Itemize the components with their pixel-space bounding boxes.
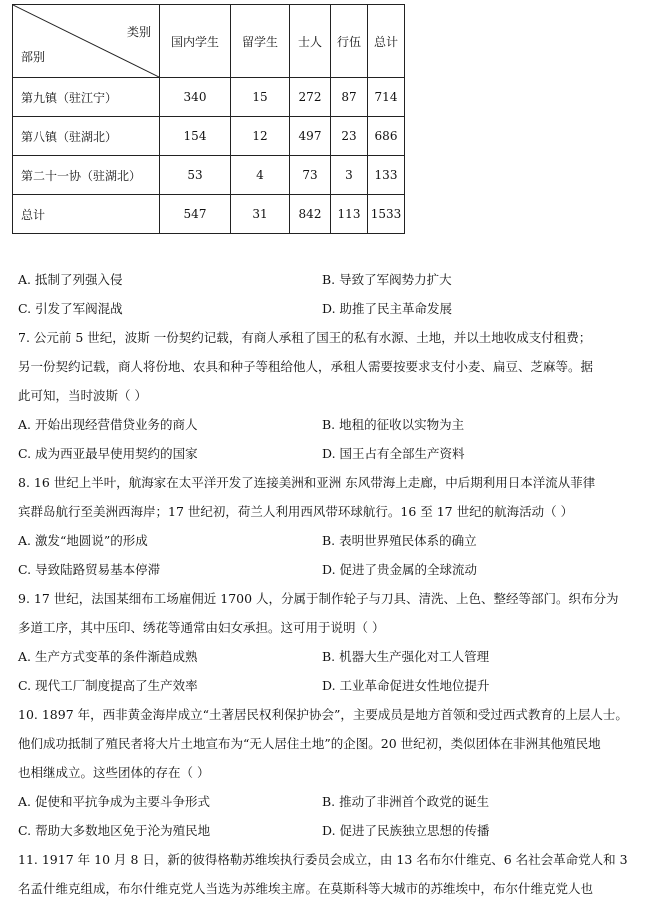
- q11-stem-line: 名孟什维克组成，布尔什维克党人当选为苏维埃主席。在莫斯科等大城市的苏维埃中，布尔什维克党人也: [18, 881, 594, 896]
- table-row: [13, 156, 405, 195]
- q10-option-d[interactable]: D. 促进了民族独立思想的传播: [322, 823, 490, 838]
- row-label: 第九镇（驻江宁）: [13, 78, 160, 117]
- table-header-cell: 行伍: [331, 5, 368, 78]
- table-cell: 1533: [368, 195, 405, 234]
- table-cell: 4: [231, 156, 290, 195]
- q9-stem-line: 9. 17 世纪，法国某细布工场雇佣近 1700 人，分属于制作轮子与刀具、清洗、上色、整经等部门。织布分为: [18, 591, 619, 606]
- table-header-cell: 留学生: [231, 5, 290, 78]
- q7-stem-line: 另一份契约记载，商人将份地、农具和种子等租给他人，承租人需要按要求支付小麦、扁豆、芝麻等。据: [18, 359, 594, 374]
- q8-stem-line: 8. 16 世纪上半叶，航海家在太平洋开发了连接美洲和亚洲 东风带海上走廊，中后期利用日本洋流从菲律: [18, 475, 596, 490]
- table-cell: 12: [231, 117, 290, 156]
- table-cell: 154: [160, 117, 231, 156]
- table-cell: 31: [231, 195, 290, 234]
- row-label: 总计: [13, 195, 160, 234]
- row-label: 第八镇（驻湖北）: [13, 117, 160, 156]
- q8-option-c[interactable]: C. 导致陆路贸易基本停滞: [18, 562, 161, 577]
- q7-stem-line: 7. 公元前 5 世纪，波斯 一份契约记载，有商人承租了国王的私有水源、土地，并以土地收成支付租费；: [18, 330, 592, 345]
- corner-label-category: 类别: [126, 25, 151, 39]
- q7-option-a[interactable]: A. 开始出现经营借贷业务的商人: [18, 417, 198, 432]
- row-label: 第二十一协（驻湖北）: [13, 156, 160, 195]
- table-cell: 53: [160, 156, 231, 195]
- q9-option-a[interactable]: A. 生产方式变革的条件渐趋成熟: [18, 649, 198, 664]
- q7-option-c[interactable]: C. 成为西亚最早使用契约的国家: [18, 446, 198, 461]
- statistics-table: [12, 4, 405, 234]
- q6-option-b[interactable]: B. 导致了军阀势力扩大: [322, 272, 452, 287]
- q8-option-b[interactable]: B. 表明世界殖民体系的确立: [322, 533, 477, 548]
- q10-option-a[interactable]: A. 促使和平抗争成为主要斗争形式: [18, 794, 210, 809]
- q10-option-c[interactable]: C. 帮助大多数地区免于沦为殖民地: [18, 823, 211, 838]
- table-total-row: [13, 195, 405, 234]
- table-cell: 133: [368, 156, 405, 195]
- table-cell: 340: [160, 78, 231, 117]
- corner-label-department: 部别: [21, 50, 46, 64]
- table-cell: 686: [368, 117, 405, 156]
- table-row: [13, 117, 405, 156]
- q9-option-c[interactable]: C. 现代工厂制度提高了生产效率: [18, 678, 198, 693]
- table-corner-cell: [13, 5, 160, 78]
- table-cell: 23: [331, 117, 368, 156]
- q8-option-d[interactable]: D. 促进了贵金属的全球流动: [322, 562, 478, 577]
- table-cell: 3: [331, 156, 368, 195]
- q9-option-b[interactable]: B. 机器大生产强化对工人管理: [322, 649, 490, 664]
- table-header-row: [13, 5, 405, 78]
- q11-stem-line: 11. 1917 年 10 月 8 日，新的彼得格勒苏维埃执行委员会成立，由 13 名布尔什维克、6 名社会革命党人和 3: [18, 852, 628, 867]
- table-row: [13, 78, 405, 117]
- table-cell: 15: [231, 78, 290, 117]
- table-cell: 714: [368, 78, 405, 117]
- q10-option-b[interactable]: B. 推动了非洲首个政党的诞生: [322, 794, 490, 809]
- q6-option-c[interactable]: C. 引发了军阀混战: [18, 301, 123, 316]
- table-cell: 113: [331, 195, 368, 234]
- table-header-cell: 总计: [368, 5, 405, 78]
- table-cell: 73: [290, 156, 331, 195]
- q10-stem-line: 也相继成立。这些团体的存在（ ）: [18, 765, 210, 780]
- q6-option-d[interactable]: D. 助推了民主革命发展: [322, 301, 453, 316]
- q6-option-a[interactable]: A. 抵制了列强入侵: [18, 272, 123, 287]
- table-cell: 842: [290, 195, 331, 234]
- q8-option-a[interactable]: A. 激发“地圆说”的形成: [18, 533, 148, 548]
- table-header-cell: 国内学生: [160, 5, 231, 78]
- q10-stem-line: 他们成功抵制了殖民者将大片土地宣布为“无人居住土地”的企图。20 世纪初，类似团体在非洲其他殖民地: [18, 736, 601, 751]
- table-cell: 497: [290, 117, 331, 156]
- q7-stem-line: 此可知，当时波斯（ ）: [18, 388, 147, 403]
- q9-option-d[interactable]: D. 工业革命促进女性地位提升: [322, 678, 490, 693]
- table-cell: 547: [160, 195, 231, 234]
- q9-stem-line: 多道工序，其中压印、绣花等通常由妇女承担。这可用于说明（ ）: [18, 620, 385, 635]
- diagonal-divider: [13, 5, 159, 77]
- q7-option-b[interactable]: B. 地租的征收以实物为主: [322, 417, 465, 432]
- q7-option-d[interactable]: D. 国王占有全部生产资料: [322, 446, 465, 461]
- table-cell: 272: [290, 78, 331, 117]
- q8-stem-line: 宾群岛航行至美洲西海岸；17 世纪初，荷兰人利用西风带环球航行。16 至 17 世纪的航海活动（ ）: [18, 504, 574, 519]
- table-cell: 87: [331, 78, 368, 117]
- q10-stem-line: 10. 1897 年，西非黄金海岸成立“土著居民权利保护协会”，主要成员是地方首领和受过西式教育的上层人士。: [18, 707, 628, 722]
- table-header-cell: 士人: [290, 5, 331, 78]
